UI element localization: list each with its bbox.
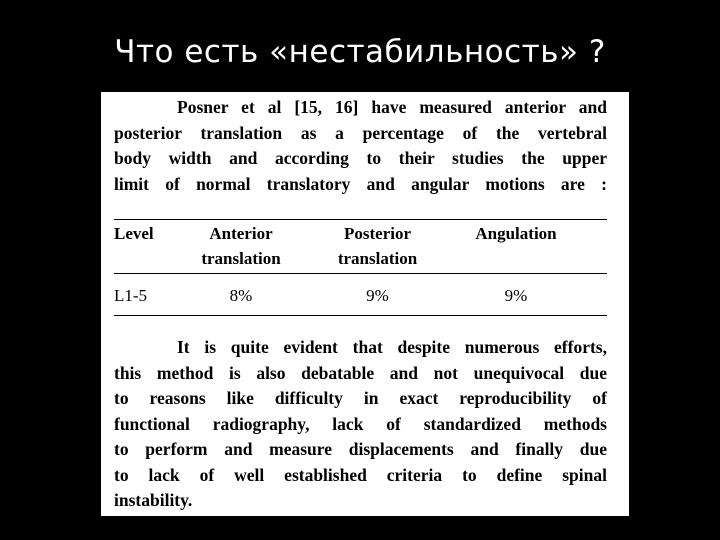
header-anterior: Anterior — [209, 224, 273, 243]
intro-line: limit of normal translatory and angular motions are : — [114, 173, 607, 194]
intro-line: body width and according to their studies the upper — [114, 148, 607, 168]
conclusion-line: instability. — [114, 490, 193, 510]
row-anterior: 8% — [229, 286, 253, 305]
header-level: Level — [114, 224, 154, 243]
slide-title: Что есть «нестабильность» ? — [114, 34, 606, 70]
row-level: L1-5 — [114, 286, 148, 305]
table-header-rule — [114, 273, 607, 274]
conclusion-line: to perform and measure displacements and finally due — [114, 439, 607, 459]
intro-line: Posner et al [15, 16] have measured anterior and — [177, 97, 607, 117]
conclusion-line: to lack of well established criteria to define spinal — [114, 464, 607, 485]
conclusion-line: this method is also debatable and not unequivocal due — [114, 362, 607, 383]
row-angulation: 9% — [504, 286, 528, 305]
table-top-rule — [114, 219, 607, 220]
conclusion-line: functional radiography, lack of standardized methods — [114, 413, 607, 434]
row-posterior: 9% — [366, 286, 389, 305]
header-posterior-sub: translation — [337, 249, 418, 268]
header-posterior: Posterior — [343, 224, 412, 243]
intro-paragraph — [114, 95, 607, 197]
document-page — [101, 92, 629, 516]
header-angulation: Angulation — [475, 224, 557, 243]
intro-line: posterior translation as a percentage of the vertebral — [114, 122, 607, 143]
conclusion-paragraph — [114, 335, 607, 514]
conclusion-line: to reasons like difficulty in exact reproducibility of — [114, 388, 607, 408]
header-anterior-sub: translation — [201, 249, 281, 268]
conclusion-line: It is quite evident that despite numerous efforts, — [177, 337, 607, 357]
table-bottom-rule — [114, 315, 607, 316]
